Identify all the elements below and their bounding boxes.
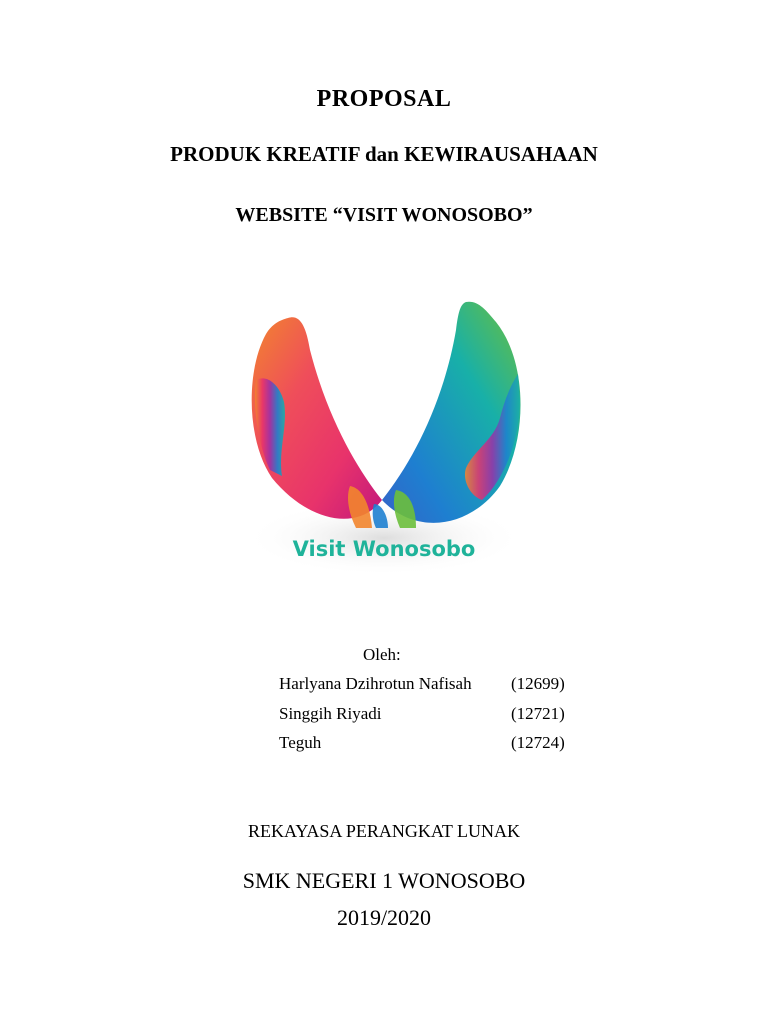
author-row <box>279 674 579 698</box>
academic-year: 2019/2020 <box>336 905 432 930</box>
author-name: Teguh <box>279 733 322 752</box>
author-row <box>279 704 579 728</box>
document-title: PROPOSAL <box>316 86 452 112</box>
visit-wonosobo-logo <box>238 290 530 590</box>
authors-label: Oleh: <box>363 645 401 664</box>
author-id: (12721) <box>511 704 565 723</box>
author-row <box>279 733 579 757</box>
author-name: Singgih Riyadi <box>279 704 382 723</box>
department-name: REKAYASA PERANGKAT LUNAK <box>247 821 521 841</box>
author-name: Harlyana Dzihrotun Nafisah <box>279 674 472 693</box>
author-id: (12699) <box>511 674 565 693</box>
logo-text: Visit Wonosobo <box>292 537 476 561</box>
author-id: (12724) <box>511 733 565 752</box>
school-name: SMK NEGERI 1 WONOSOBO <box>242 868 526 893</box>
document-subtitle: PRODUK KREATIF dan KEWIRAUSAHAAN <box>170 142 598 166</box>
project-title: WEBSITE “VISIT WONOSOBO” <box>235 204 533 226</box>
